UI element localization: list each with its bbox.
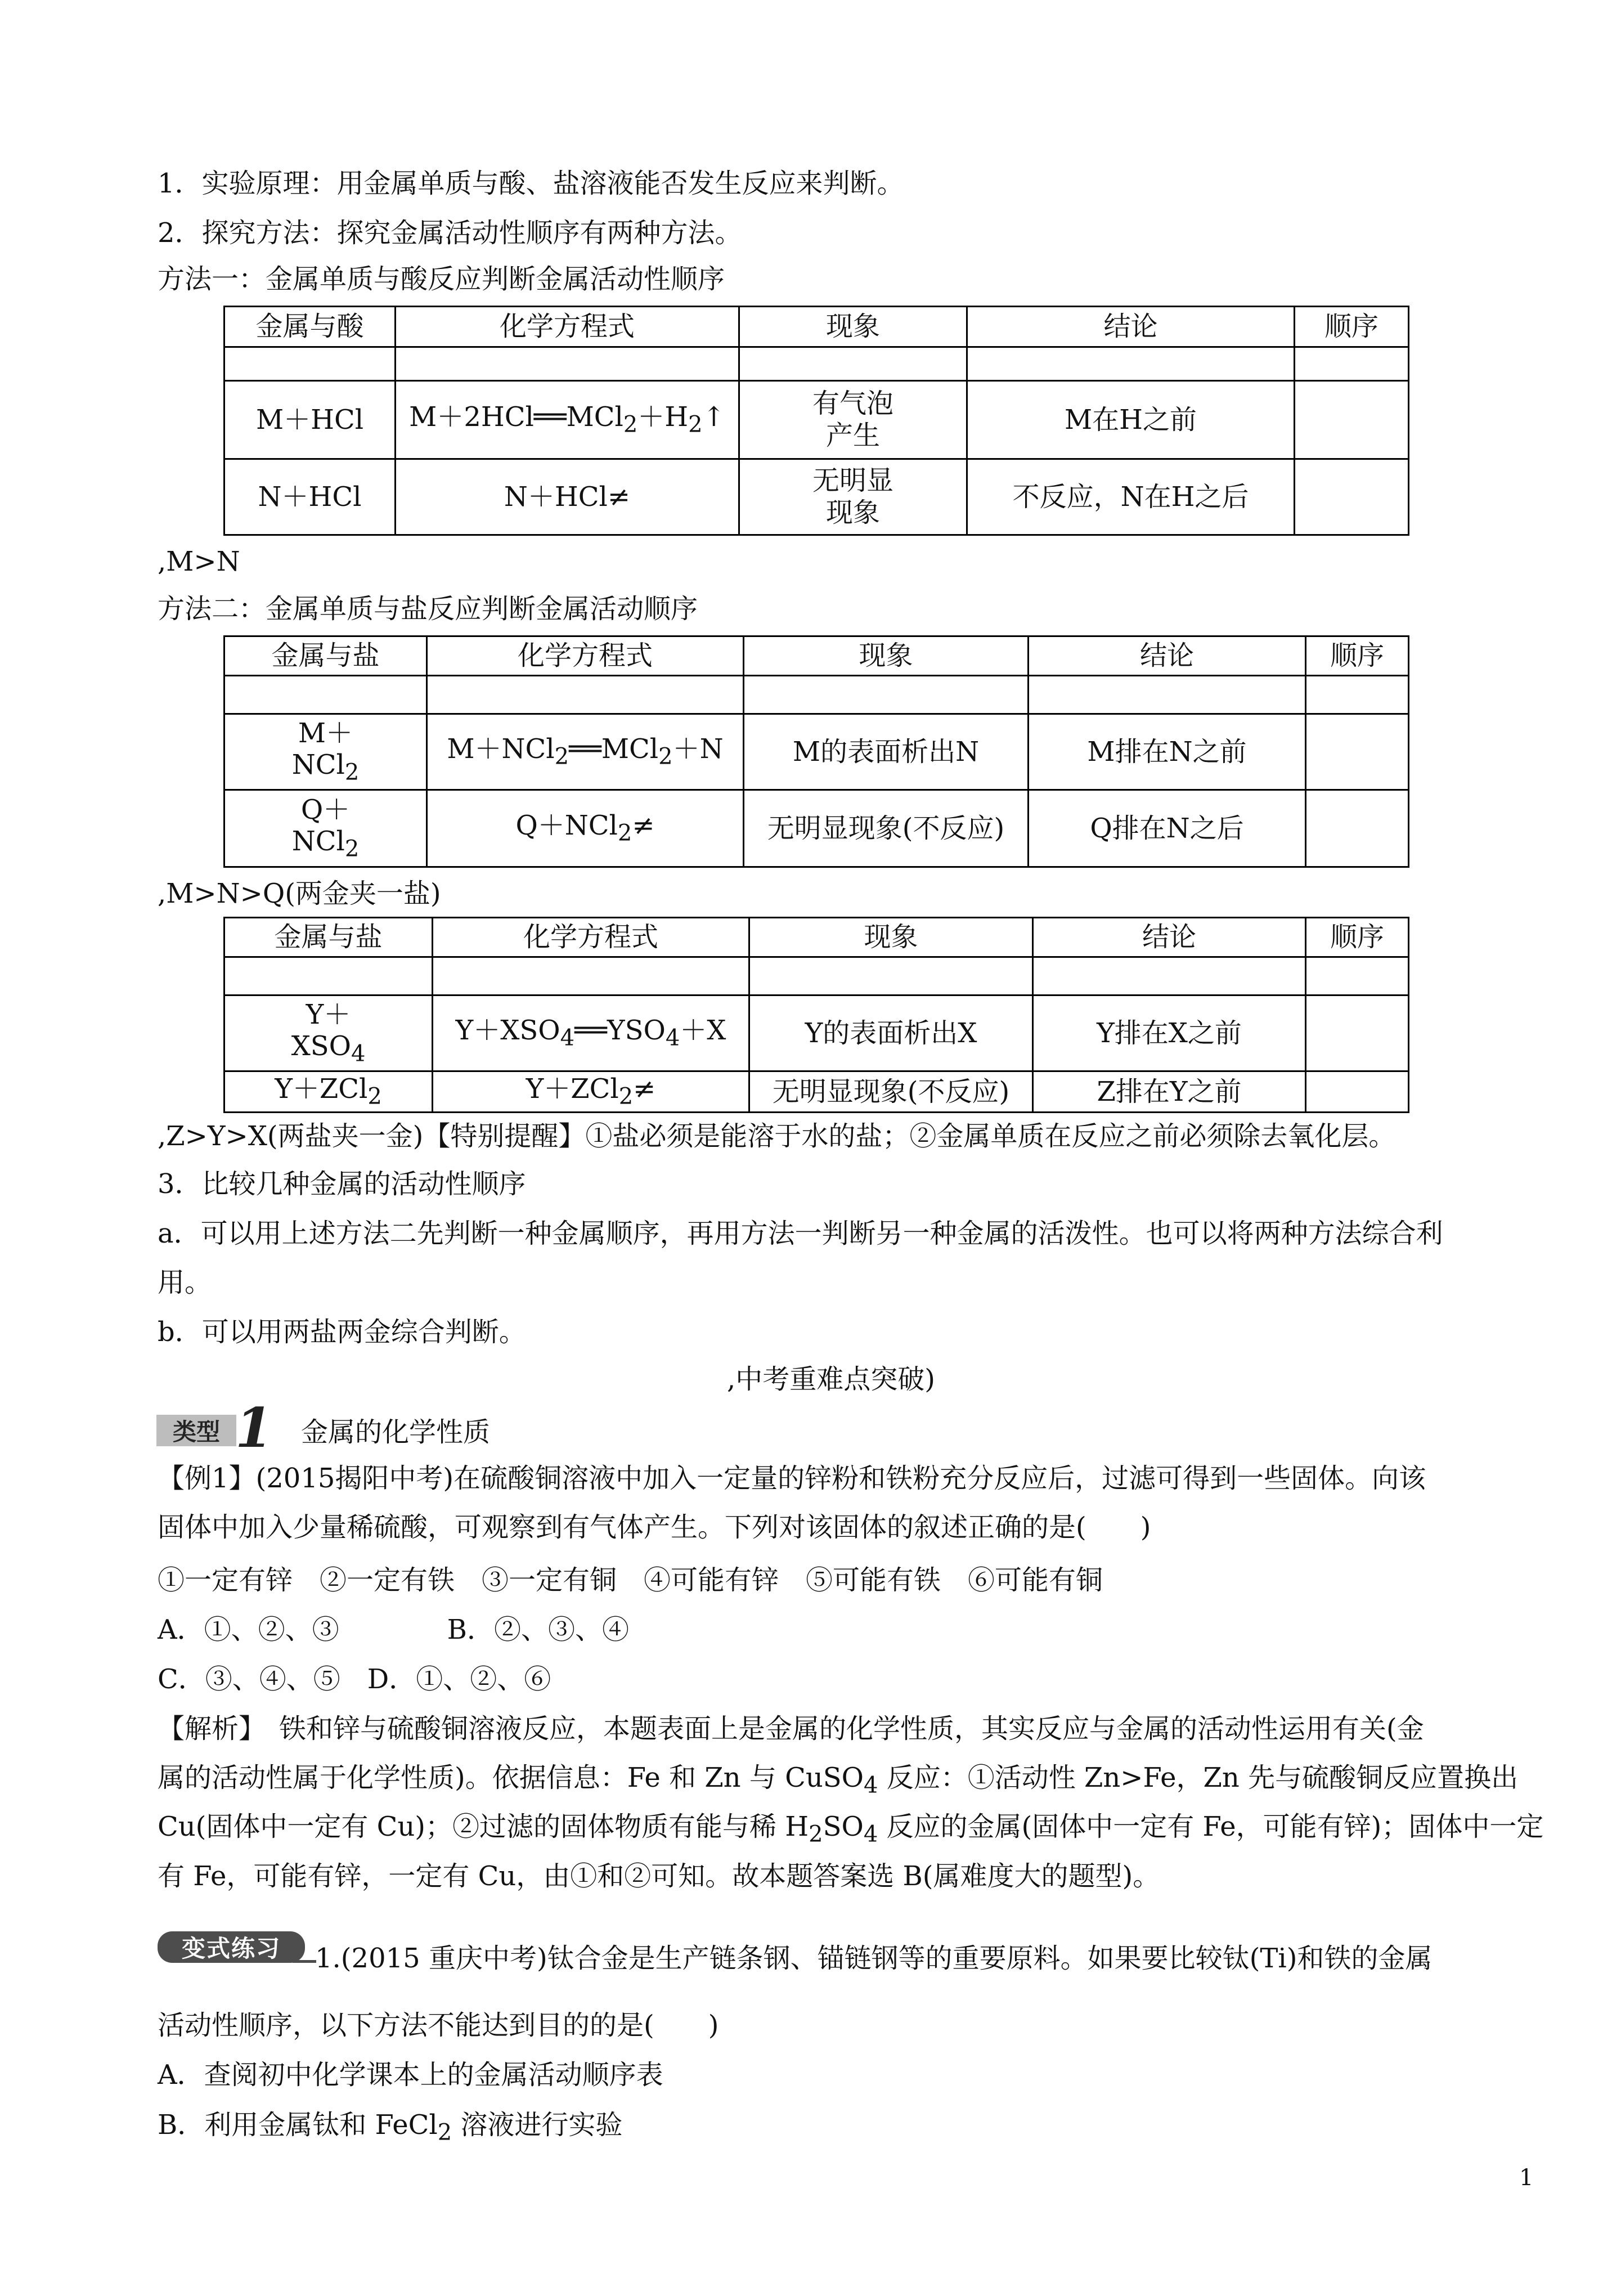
practice-question: 1.(2015 重庆中考)钛合金是生产链条钢、锚链钢等的重要原料。如果要比较钛(Ti)和铁的金属 <box>315 1943 1433 1974</box>
table-header: 结论 <box>967 307 1295 347</box>
table-cell <box>427 676 744 714</box>
table-cell <box>1295 381 1409 459</box>
table-header: 现象 <box>749 918 1033 957</box>
type-badge: 类型 <box>156 1415 236 1446</box>
table-cell: Q＋ NCl$_2$ <box>224 790 427 867</box>
example-question: 【例1】(2015揭阳中考)在硫酸铜溶液中加入一定量的锌粉和铁粉充分反应后，过滤可得到一些固体。向该 <box>158 1463 1426 1494</box>
table-cell: Y＋ZCl$_2$ <box>224 1071 433 1113</box>
table-header: 顺序 <box>1306 918 1409 957</box>
table-header: 化学方程式 <box>427 636 744 676</box>
table-cell: Y排在X之前 <box>1033 995 1306 1071</box>
table-cell: 无明显 现象 <box>739 459 967 535</box>
table-cell: M＋ NCl$_2$ <box>224 714 427 790</box>
table-cell <box>744 676 1029 714</box>
table-cell: Y的表面析出X <box>749 995 1033 1071</box>
table-cell: M＋HCl <box>224 381 396 459</box>
table-cell <box>224 676 427 714</box>
practice-option-a: A．查阅初中化学课本上的金属活动顺序表 <box>158 2059 663 2091</box>
table-cell: M排在N之前 <box>1029 714 1306 790</box>
table-cell <box>1306 995 1409 1071</box>
salt-method-table <box>223 635 1409 868</box>
paragraph-b: b．可以用两盐两金综合判断。 <box>158 1316 526 1348</box>
page-number: 1 <box>1519 2165 1534 2191</box>
table-cell <box>1306 676 1409 714</box>
acid-method-table <box>223 306 1409 536</box>
table-cell <box>1295 347 1409 381</box>
table-cell: M的表面析出N <box>744 714 1029 790</box>
example-statements: ①一定有锌 ②一定有铁 ③一定有铜 ④可能有锌 ⑤可能有铁 ⑥可能有铜 <box>158 1564 1103 1596</box>
type-title: 金属的化学性质 <box>301 1416 491 1448</box>
example-question-cont: 固体中加入少量稀硫酸，可观察到有气体产生。下列对该固体的叙述正确的是( ) <box>158 1512 1151 1543</box>
table-header: 结论 <box>1029 636 1306 676</box>
section-heading: ,中考重难点突破) <box>727 1364 935 1395</box>
table-cell: Y＋ $XSO_4$ <box>224 995 433 1071</box>
table-header: 金属与盐 <box>224 918 433 957</box>
table-cell <box>1306 957 1409 995</box>
table-header: 现象 <box>739 307 967 347</box>
table-cell <box>224 957 433 995</box>
paragraph-methods: 2．探究方法：探究金属活动性顺序有两种方法。 <box>158 217 742 249</box>
table-cell <box>1306 790 1409 867</box>
table-header: 现象 <box>744 636 1029 676</box>
table-cell: Q排在N之后 <box>1029 790 1306 867</box>
paragraph-principle: 1．实验原理：用金属单质与酸、盐溶液能否发生反应来判断。 <box>158 168 904 199</box>
table-header: 顺序 <box>1295 307 1409 347</box>
table-cell: Z排在Y之前 <box>1033 1071 1306 1113</box>
table-header: 结论 <box>1033 918 1306 957</box>
table-cell: 无明显现象(不反应) <box>749 1071 1033 1113</box>
table-cell: 有气泡 产生 <box>739 381 967 459</box>
practice-badge-underline <box>293 1960 316 1963</box>
practice-badge: 变式练习 <box>158 1931 305 1963</box>
table-cell: Q＋NCl$_2$≠ <box>427 790 744 867</box>
method-one-title: 方法一：金属单质与酸反应判断金属活动性顺序 <box>158 263 725 295</box>
analysis-line: 属的活动性属于化学性质)。依据信息：Fe 和 Zn 与 CuSO$_4$ 反应：①活动性 Zn>Fe，Zn 先与硫酸铜反应置换出 <box>158 1762 1519 1799</box>
table-cell <box>1029 676 1306 714</box>
table-cell <box>1306 1071 1409 1113</box>
table-cell: $M+2HCl══MCl_2+H_2↑$ <box>396 381 739 459</box>
analysis-line: 【解析】 铁和锌与硫酸铜溶液反应，本题表面上是金属的化学性质，其实反应与金属的活动性运用有关(金 <box>158 1713 1424 1745</box>
table-cell: 无明显现象(不反应) <box>744 790 1029 867</box>
table-cell <box>1295 459 1409 535</box>
table-header: 金属与酸 <box>224 307 396 347</box>
table-cell: 不反应，N在H之后 <box>967 459 1295 535</box>
method-two-title: 方法二：金属单质与盐反应判断金属活动顺序 <box>158 593 698 625</box>
paragraph-a: a．可以用上述方法二先判断一种金属顺序，再用方法一判断另一种金属的活泼性。也可以将两种方法综合利 <box>158 1218 1443 1249</box>
table-cell: M＋NCl$_2$══MCl$_2$＋N <box>427 714 744 790</box>
two-metal-one-salt-table <box>223 917 1409 1113</box>
table-cell <box>396 347 739 381</box>
table-cell <box>224 347 396 381</box>
analysis-line: 有 Fe，可能有锌，一定有 Cu，由①和②可知。故本题答案选 B(属难度大的题型)。 <box>158 1860 1160 1892</box>
table-cell <box>739 347 967 381</box>
practice-option-b: B．利用金属钛和 FeCl$_2$ 溶液进行实验 <box>158 2109 623 2146</box>
table-header: 顺序 <box>1306 636 1409 676</box>
table-note: ,M>N <box>158 546 240 577</box>
table-header: 金属与盐 <box>224 636 427 676</box>
table-cell <box>1306 714 1409 790</box>
table-cell: Y＋ZCl$_2$≠ <box>433 1071 749 1113</box>
table-note: ,M>N>Q(两金夹一盐) <box>158 878 441 909</box>
table-cell: N＋HCl <box>224 459 396 535</box>
paragraph-compare: 3．比较几种金属的活动性顺序 <box>158 1168 526 1200</box>
table-cell <box>967 347 1295 381</box>
practice-question-cont: 活动性顺序，以下方法不能达到目的的是( ) <box>158 2010 719 2041</box>
table-cell: $Y+XSO_4══YSO_4+X$ <box>433 995 749 1071</box>
table-header: 化学方程式 <box>396 307 739 347</box>
table-cell <box>749 957 1033 995</box>
table-cell: M在H之前 <box>967 381 1295 459</box>
paragraph-a-cont: 用。 <box>158 1267 212 1298</box>
table-cell: N＋HCl≠ <box>396 459 739 535</box>
analysis-line: Cu(固体中一定有 Cu)；②过滤的固体物质有能与稀 $H_2SO_4$ 反应的金属(固体中一定有 Fe，可能有锌)；固体中一定 <box>158 1811 1544 1847</box>
table-cell <box>433 957 749 995</box>
table-cell <box>1033 957 1306 995</box>
example-options-cd: C．③、④、⑤ D．①、②、⑥ <box>158 1663 551 1695</box>
table-header: 化学方程式 <box>433 918 749 957</box>
example-options-ab: A．①、②、③ B．②、③、④ <box>158 1614 629 1645</box>
type-number: 1 <box>235 1396 273 1460</box>
table-note-tip: ,Z>Y>X(两盐夹一金)【特别提醒】①盐必须是能溶于水的盐；②金属单质在反应之前必须除去氧化层。 <box>158 1120 1396 1152</box>
